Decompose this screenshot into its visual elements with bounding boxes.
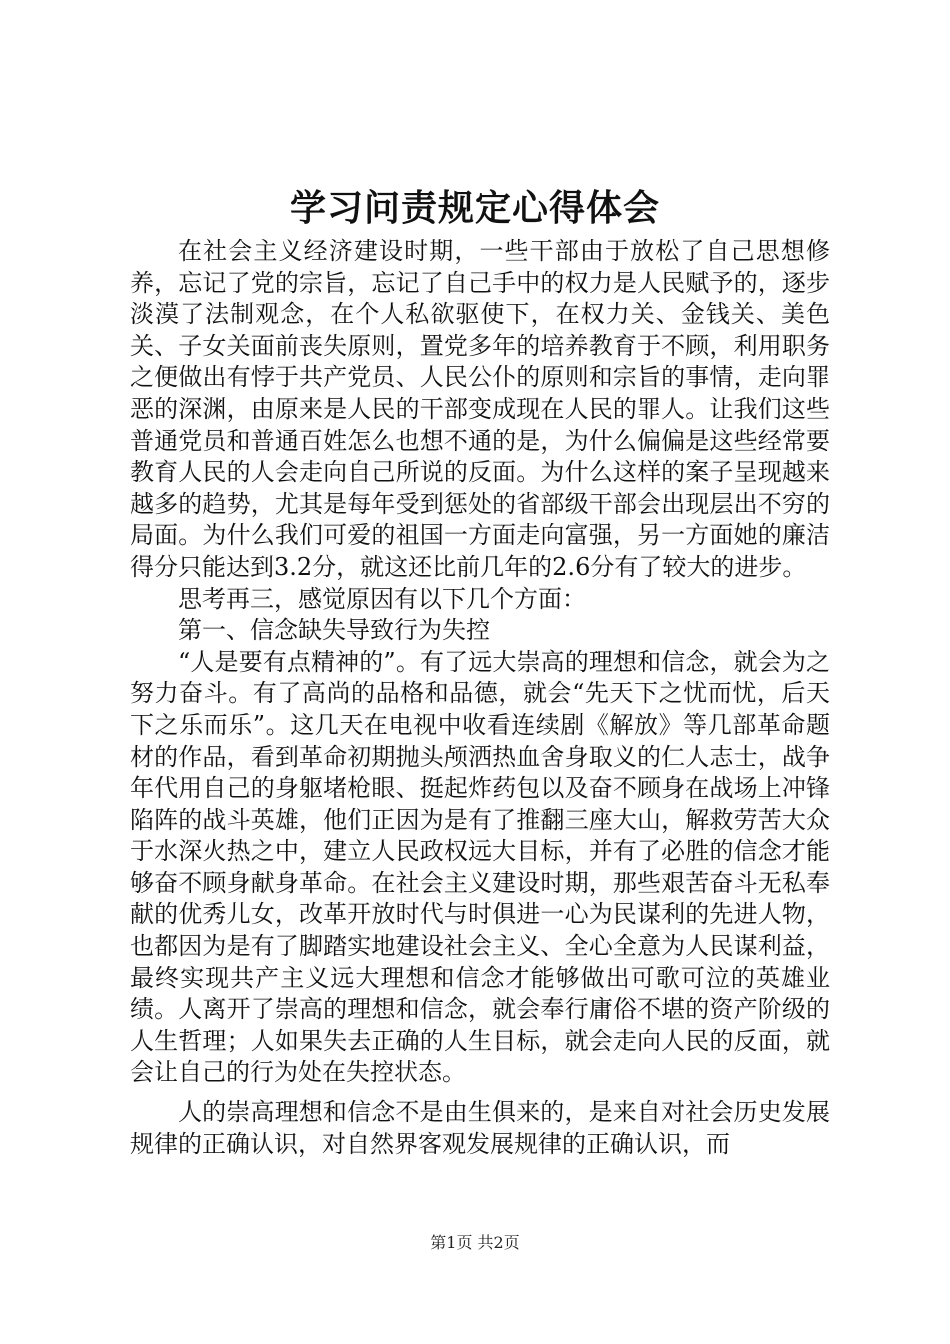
paragraph-intro: 在社会主义经济建设时期，一些干部由于放松了自己思想修养，忘记了党的宗旨，忘记了自己手中的权力是人民赋予的，逐步淡漠了法制观念，在个人私欲驱使下，在权力关、金钱关、美色关、子女关面前丧失原则，置党多年的培养教育于不顾，利用职务之便做出有悖于共产党员、人民公仆的原则和宗旨的事情，走向罪恶的深渊，由原来是人民的干部变成现在人民的罪人。让我们这些普通党员和普通百姓怎么也想不通的是，为什么偏偏是这些经常要教育人民的人会走向自己所说的反面。为什么这样的案子呈现越来越多的趋势，尤其是每年受到惩处的省部级干部会出现层出不穷的局面。为什么我们可爱的祖国一方面走向富强，另一方面她的廉洁得分只能达到3.2分，就这还比前几年的2.6分有了较大的进步。 — [130, 237, 830, 581]
section-heading-first: 第一、信念缺失导致行为失控 — [178, 616, 490, 645]
page-footer: 第1页 共2页 — [430, 1233, 520, 1252]
paragraph-spirit: “人是要有点精神的”。有了远大崇高的理想和信念，就会为之努力奋斗。有了高尚的品格和品德，就会“先天下之忧而忧，后天下之乐而乐”。这几天在电视中收看连续剧《解放》等几部革命题材的作品，看到革命初期抛头颅洒热血舍身取义的仁人志士，战争年代用自己的身躯堵枪眼、挺起炸药包以及奋不顾身在战场上冲锋陷阵的战斗英雄，他们正因为是有了推翻三座大山，解救劳苦大众于水深火热之中，建立人民政权远大目标，并有了必胜的信念才能够奋不顾身献身革命。在社会主义建设时期，那些艰苦奋斗无私奉献的优秀儿女，改革开放时代与时俱进一心为民谋利的先进人物，也都因为是有了脚踏实地建设社会主义、全心全意为人民谋利益，最终实现共产主义远大理想和信念才能够做出可歌可泣的英雄业绩。人离开了崇高的理想和信念，就会奉行庸俗不堪的资产阶级的人生哲理；人如果失去正确的人生目标，就会走向人民的反面，就会让自己的行为处在失控状态。 — [130, 647, 830, 1087]
paragraph-reasons-intro: 思考再三，感觉原因有以下几个方面： — [178, 584, 586, 613]
document-body — [130, 236, 830, 1160]
document-title: 学习问责规定心得体会 — [289, 187, 660, 229]
paragraph-ideals: 人的崇高理想和信念不是由生俱来的，是来自对社会历史发展规律的正确认识，对自然界客观发展规律的正确认识，而 — [130, 1098, 830, 1158]
